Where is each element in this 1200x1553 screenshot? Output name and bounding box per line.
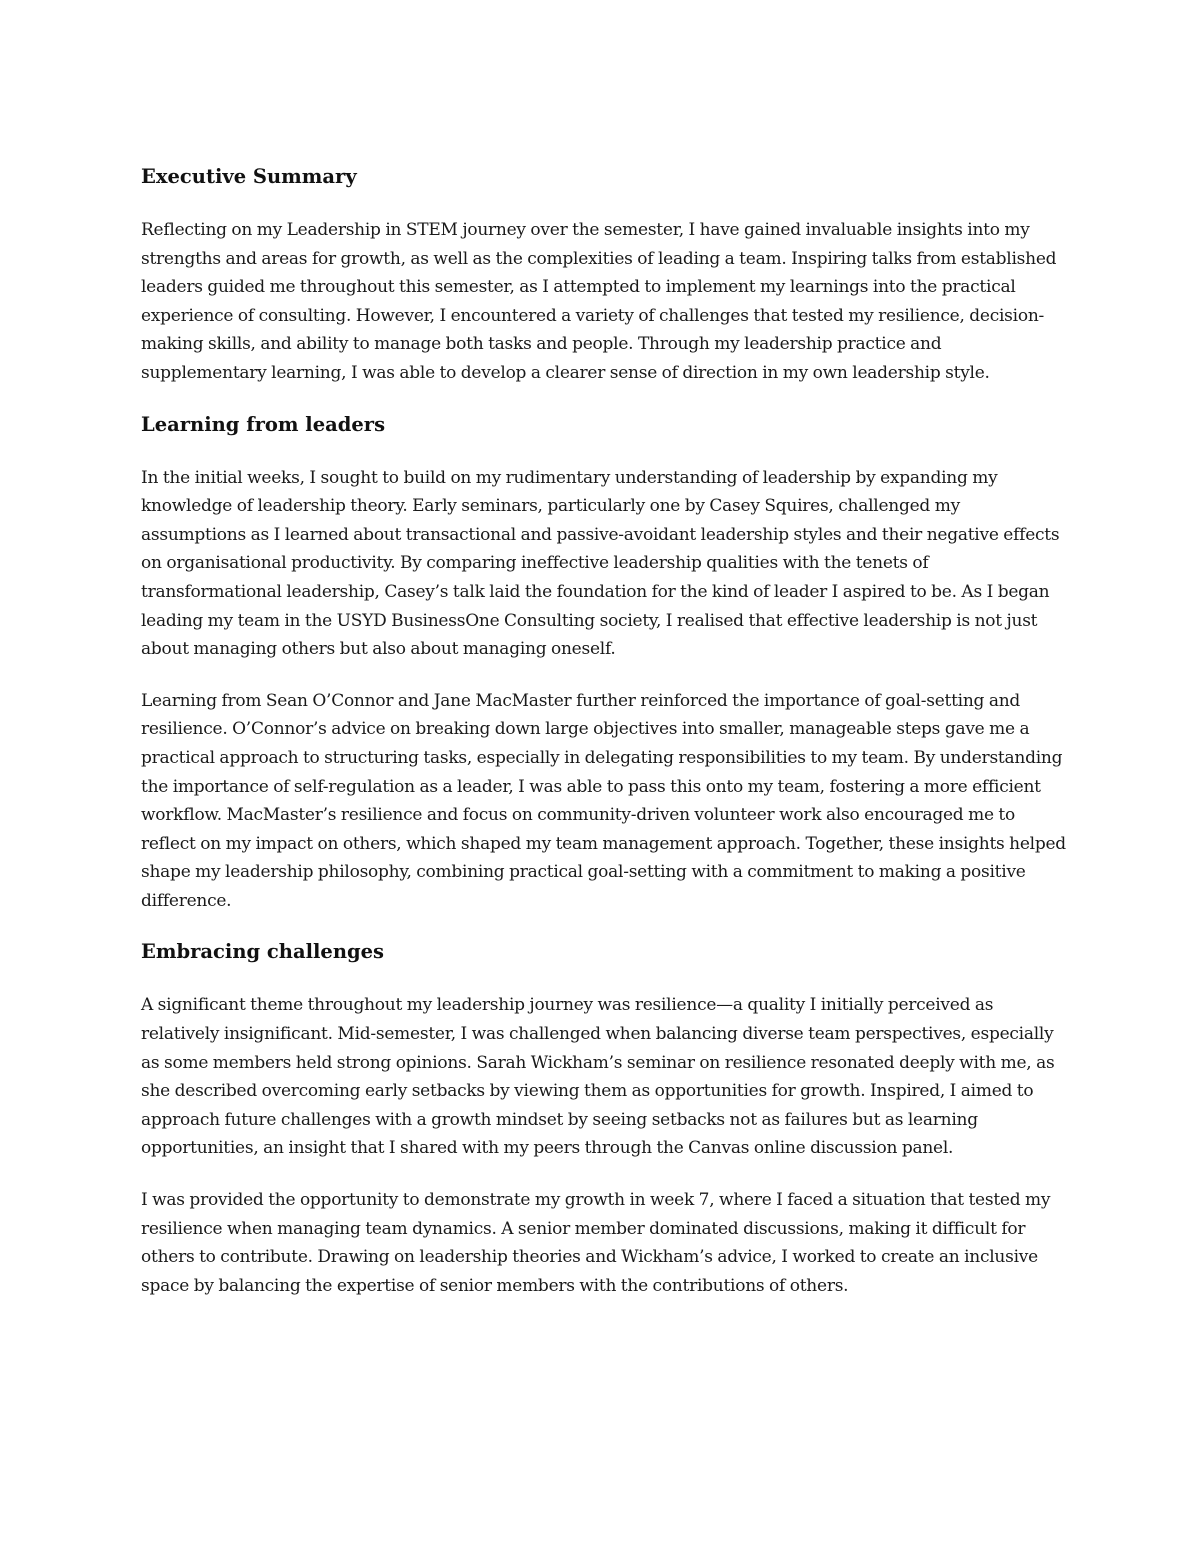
paragraph: Learning from Sean O’Connor and Jane MacMaster further reinforced the importance of goal-setting and resilience. O’Connor’s advice on breaking down large objectives into smaller, manageable steps gave me a practical approach to structuring tasks, especially in delegating responsibilities to my team. By understanding the importance of self-regulation as a leader, I was able to pass this onto my team, fostering a more efficient workflow. MacMaster’s resilience and focus on community-driven volunteer work also encouraged me to reflect on my impact on others, which shaped my team management approach. Together, these insights helped shape my leadership philosophy, combining practical goal-setting with a commitment to making a positive difference. [141,690,1066,911]
paragraph: In the initial weeks, I sought to build on my rudimentary understanding of leadership by expanding my knowledge of leadership theory. Early seminars, particularly one by Casey Squires, challenged my assumptions as I learned about transactional and passive-avoidant leadership styles and their negative effects on organisational productivity. By comparing ineffective leadership qualities with the tenets of transformational leadership, Casey’s talk laid the foundation for the kind of leader I aspired to be. As I began leading my team in the USYD BusinessOne Consulting society, I realised that effective leadership is not just about managing others but also about managing oneself. [141,467,1060,660]
document-page [141,163,1066,1323]
section-executive-summary [141,163,1066,388]
section-heading: Learning from leaders [141,412,386,436]
section-learning-from-leaders [141,411,1066,916]
section-embracing-challenges [141,938,1066,1300]
paragraph: A significant theme throughout my leadership journey was resilience—a quality I initially perceived as relatively insignificant. Mid-semester, I was challenged when balancing diverse team perspectives, especially as some members held strong opinions. Sarah Wickham’s seminar on resilience resonated deeply with me, as she described overcoming early setbacks by viewing them as opportunities for growth. Inspired, I aimed to approach future challenges with a growth mindset by seeing setbacks not as failures but as learning opportunities, an insight that I shared with my peers through the Canvas online discussion panel. [141,995,1055,1159]
section-heading: Embracing challenges [141,940,385,964]
section-heading: Executive Summary [141,165,357,188]
paragraph: I was provided the opportunity to demonstrate my growth in week 7, where I faced a situation that tested my resilience when managing team dynamics. A senior member dominated discussions, making it difficult for others to contribute. Drawing on leadership theories and Wickham’s advice, I worked to create an inclusive space by balancing the expertise of senior members with the contributions of others. [141,1190,1051,1296]
paragraph: Reflecting on my Leadership in STEM journey over the semester, I have gained invaluable insights into my strengths and areas for growth, as well as the complexities of leading a team. Inspiring talks from established leaders guided me throughout this semester, as I attempted to implement my learnings into the practical experience of consulting. However, I encountered a variety of challenges that tested my resilience, decision-making skills, and ability to manage both tasks and people. Through my leadership practice and supplementary learning, I was able to develop a clearer sense of direction in my own leadership style. [141,220,1057,383]
